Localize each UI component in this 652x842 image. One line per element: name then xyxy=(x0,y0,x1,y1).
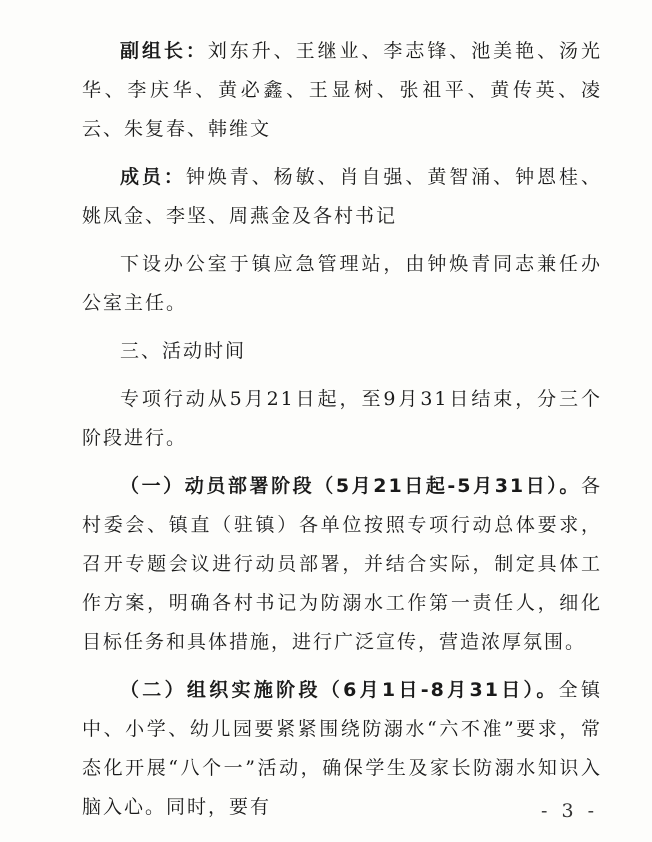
deputy-leaders-paragraph xyxy=(82,32,602,149)
phase1-title: （一）动员部署阶段（5月21日起-5月31日）。 xyxy=(120,475,581,497)
intro-paragraph: 专项行动从5月21日起，至9月31日结束，分三个阶段进行。 xyxy=(82,388,602,449)
members-label: 成员： xyxy=(120,166,186,188)
page-number: - 3 - xyxy=(540,800,598,822)
document-page xyxy=(82,32,602,836)
phase1-text: 各村委会、镇直（驻镇）各单位按照专项行动总体要求，召开专题会议进行动员部署，并结合实际，制定具体工作方案，明确各村书记为防溺水工作第一责任人，细化目标任务和具体措施，进行广泛宣传，营造浓厚氛围。 xyxy=(82,475,602,653)
members-paragraph xyxy=(82,158,602,236)
deputy-leaders-label: 副组长： xyxy=(120,40,208,62)
section-heading: 三、活动时间 xyxy=(120,340,247,362)
phase2-title: （二）组织实施阶段（6月1日-8月31日）。 xyxy=(120,679,559,701)
phase2-paragraph xyxy=(82,671,602,827)
deputy-leaders-names: 刘东升、王继业、李志锋、池美艳、汤光华、李庆华、黄必鑫、王显树、张祖平、黄传英、凌云、朱复春、韩维文 xyxy=(82,40,602,140)
phase1-paragraph xyxy=(82,467,602,662)
phase2-text: 全镇中、小学、幼儿园要紧紧围绕防溺水“六不准”要求，常态化开展“八个一”活动，确保学生及家长防溺水知识入脑入心。同时，要有 xyxy=(82,679,602,818)
members-names: 钟焕青、杨敏、肖自强、黄智涌、钟恩桂、姚凤金、李坚、周燕金及各村书记 xyxy=(82,166,602,227)
office-paragraph: 下设办公室于镇应急管理站，由钟焕青同志兼任办公室主任。 xyxy=(82,253,602,314)
